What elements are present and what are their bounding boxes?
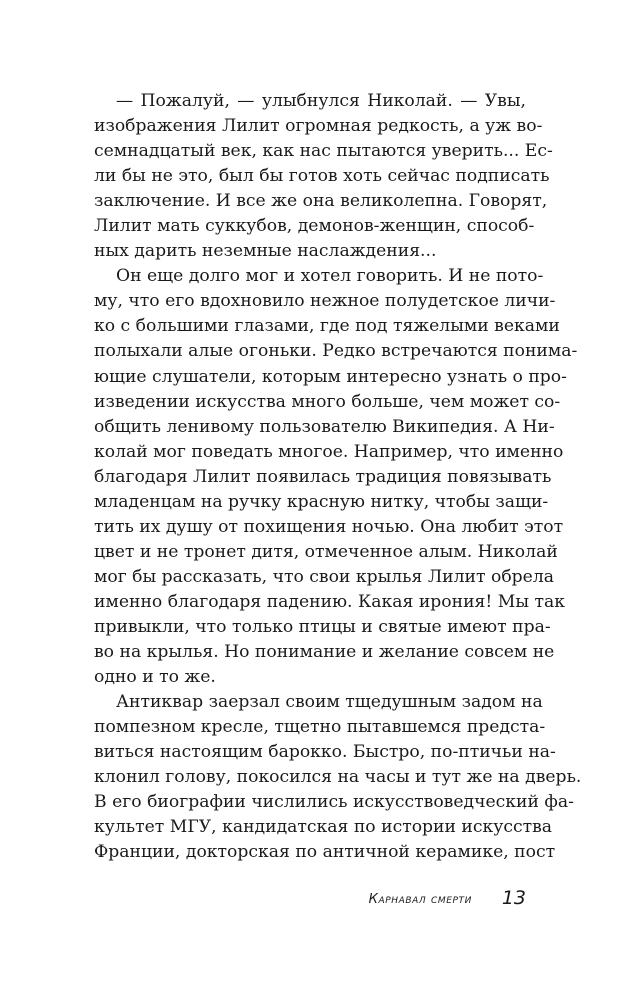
page-footer — [0, 889, 619, 913]
text-line: одно и то же. — [94, 667, 216, 688]
text-line: мог бы рассказать, что свои крылья Лилит обрела — [94, 566, 555, 587]
text-line: му, что его вдохновило нежное полудетское личи- — [94, 291, 556, 312]
text-line: ли бы не это, был бы готов хоть сейчас подписать — [94, 166, 550, 187]
text-line: привыкли, что только птицы и святые имеют пра- — [94, 616, 551, 637]
text-line: Он еще долго мог и хотел говорить. И не пото- — [116, 266, 544, 287]
text-line: клонил голову, покосился на часы и тут же на дверь. — [94, 767, 582, 788]
text-line: В его биографии числились искусствоведческий фа- — [94, 792, 574, 813]
text-line: помпезном кресле, тщетно пытавшемся предста- — [94, 717, 546, 738]
text-line: благодаря Лилит появилась традиция повязывать — [94, 466, 552, 487]
text-line: во на крылья. Но понимание и желание совсем не — [94, 642, 555, 663]
page-number: 13 — [501, 887, 526, 909]
text-line: заключение. И все же она великолепна. Говорят, — [94, 191, 548, 212]
text-line: тить их душу от похищения ночью. Она любит этот — [94, 516, 564, 537]
text-line: полыхали алые огоньки. Редко встречаются понима- — [94, 341, 578, 362]
text-line: изведении искусства много больше, чем может со- — [94, 391, 561, 412]
text-line: ко с большими глазами, где под тяжелыми веками — [94, 316, 560, 337]
text-line: Антиквар заерзал своим тщедушным задом на — [116, 692, 543, 713]
text-line: именно благодаря падению. Какая ирония! Мы так — [94, 591, 565, 612]
text-line: цвет и не тронет дитя, отмеченное алым. Николай — [94, 541, 558, 562]
text-line: Лилит мать суккубов, демонов-женщин, способ- — [94, 216, 535, 237]
text-line: Франции, докторская по античной керамике, пост — [94, 842, 556, 863]
body-text — [94, 89, 582, 865]
running-title: Карнавал смерти — [368, 892, 472, 907]
text-line: младенцам на ручку красную нитку, чтобы защи- — [94, 491, 549, 512]
text-line: изображения Лилит огромная редкость, а уж во- — [94, 116, 543, 137]
text-line: семнадцатый век, как нас пытаются уверить... Ес- — [94, 141, 553, 162]
text-line: виться настоящим барокко. Быстро, по-птичьи на- — [94, 742, 556, 763]
text-line: колай мог поведать многое. Например, что именно — [94, 441, 564, 462]
text-line: ющие слушатели, которым интересно узнать о про- — [94, 366, 567, 387]
text-line: общить ленивому пользователю Википедия. А Ни- — [94, 416, 555, 437]
text-line: культет МГУ, кандидатская по истории искусства — [94, 817, 553, 838]
text-line: — Пожалуй, — улыбнулся Николай. — Увы, — [116, 91, 526, 111]
text-line: ных дарить неземные наслаждения... — [94, 241, 437, 262]
